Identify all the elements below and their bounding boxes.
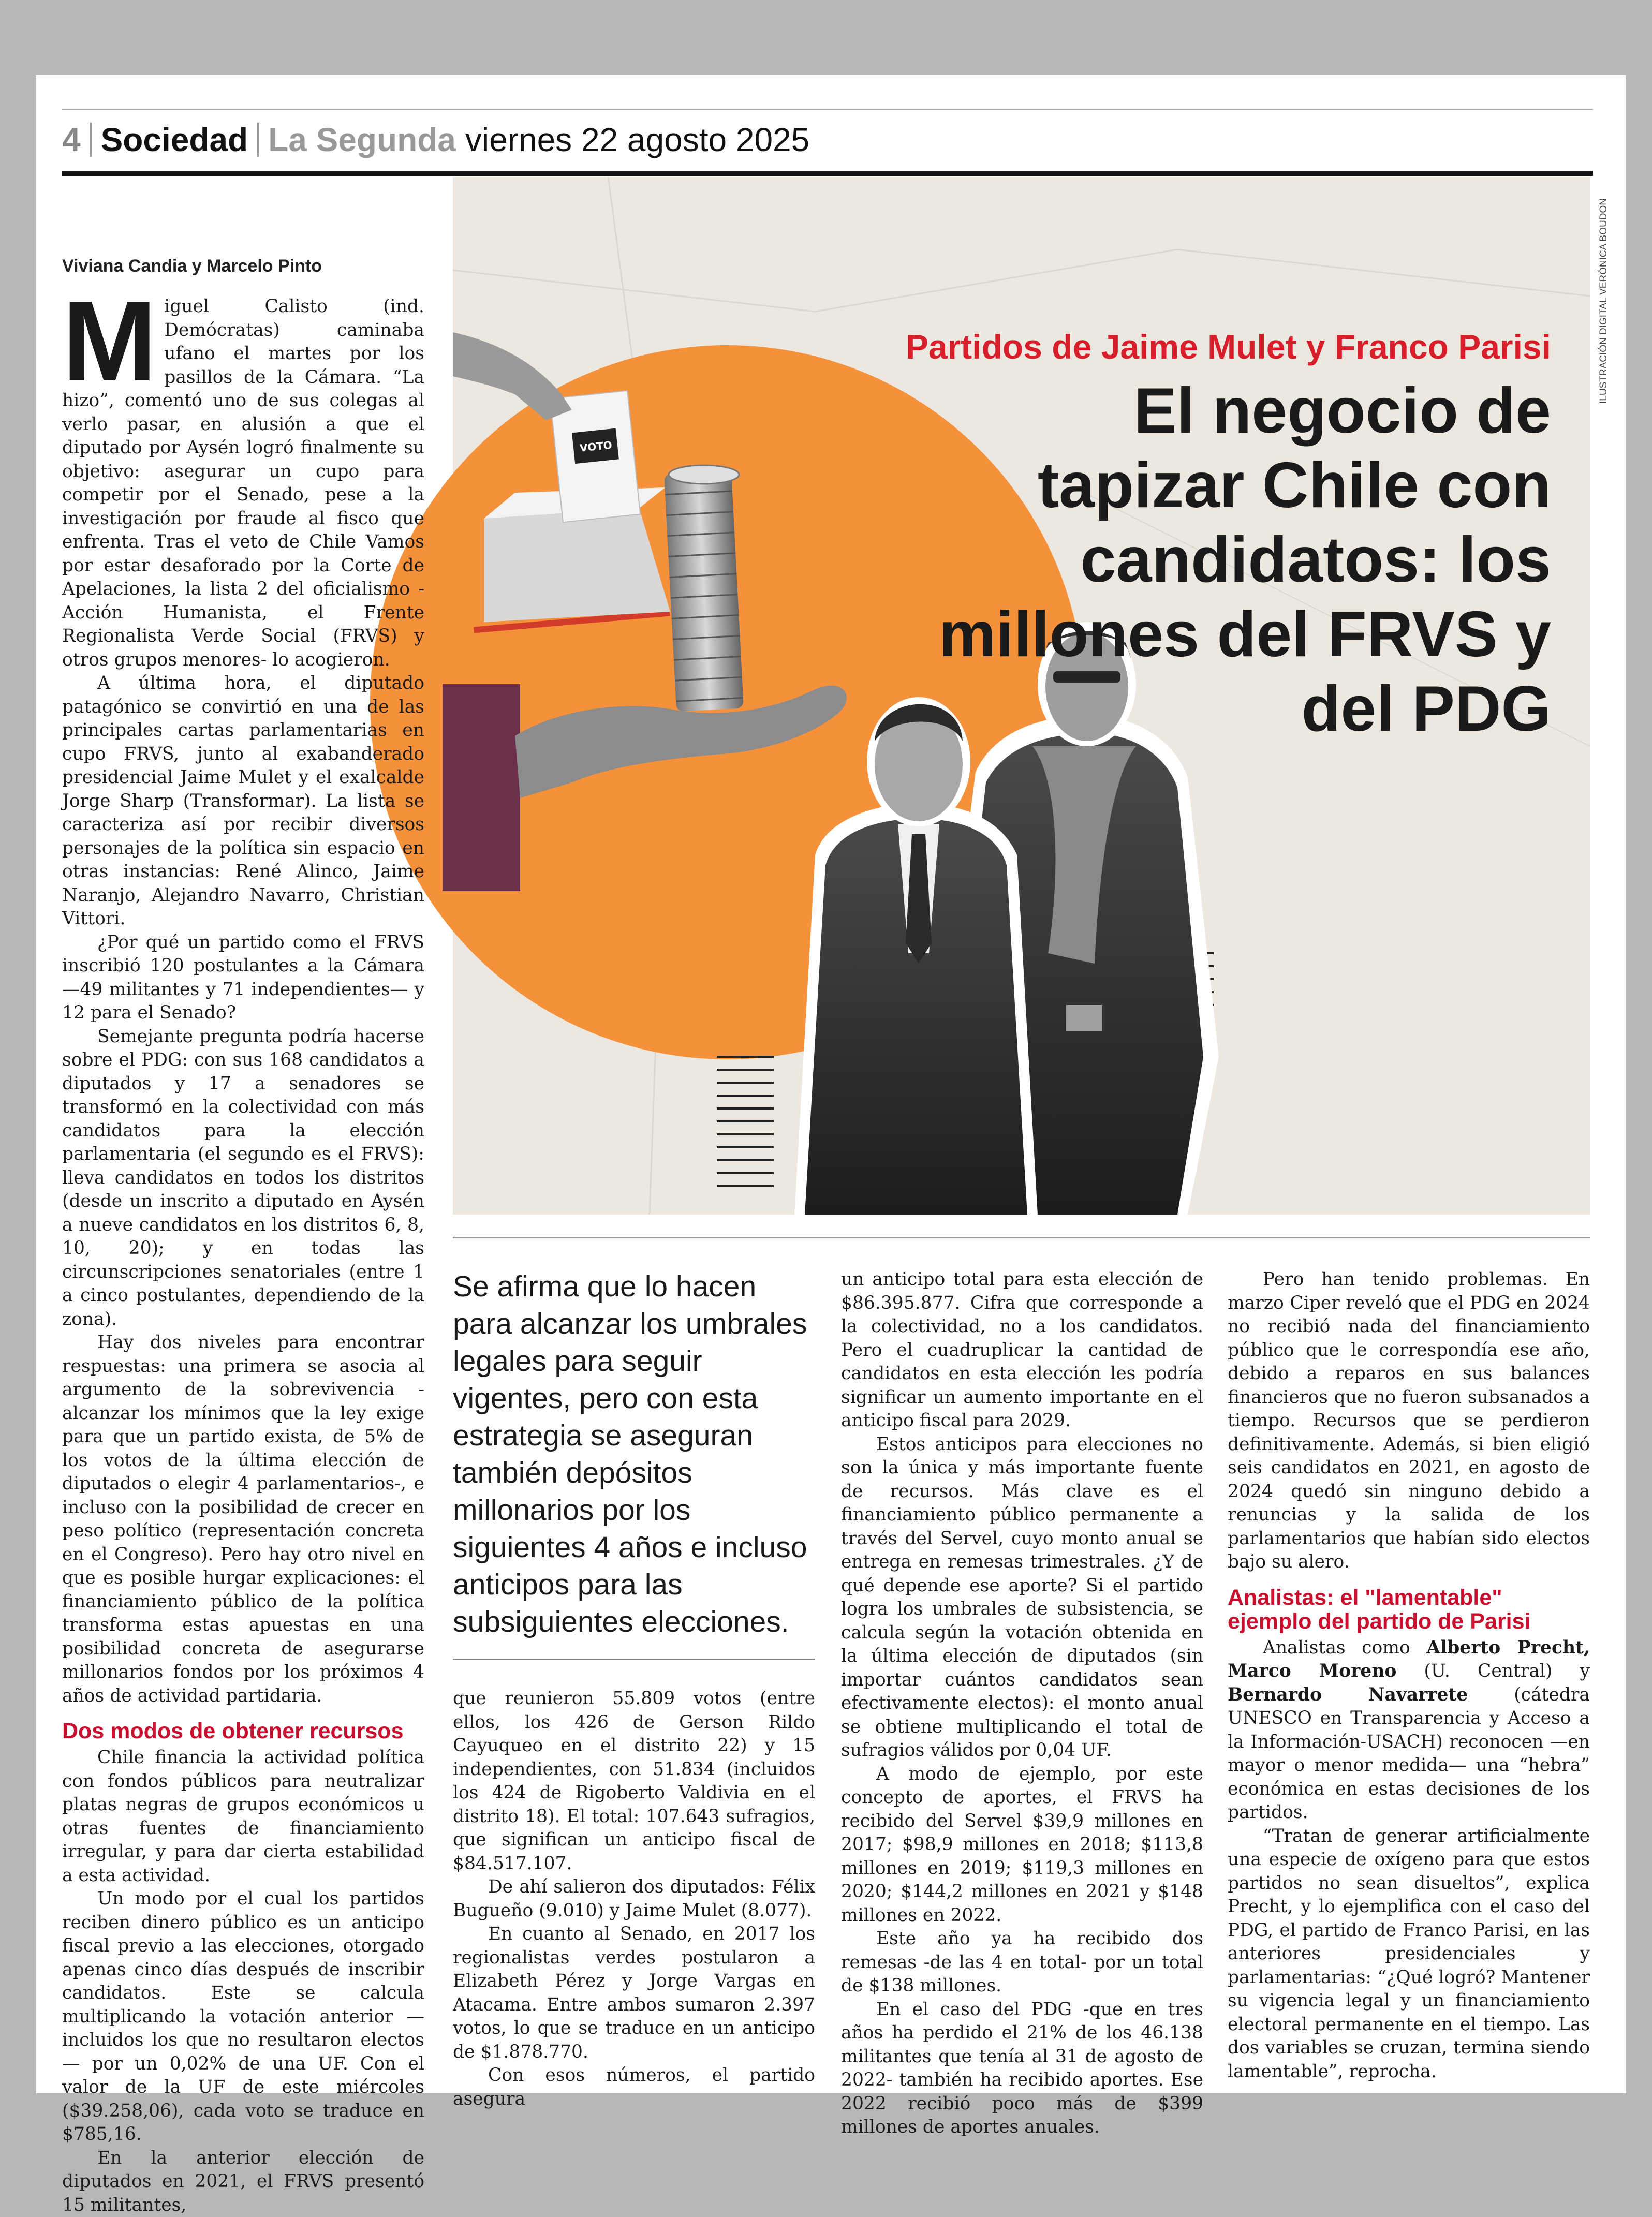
paragraph: Semejante pregunta podría hacerse sobre el PDG: con sus 168 candidatos a diputados y 17 a senadores se transformó en la colectividad con más candidatos para la elección parlamentaria (el segundo es el FRVS): lleva candidatos en todos los distritos (desde un inscrito a diputado en Aysén a nueve candidatos en los distritos 6, 8, 10, 20); y en todas las circunscripciones senatoriales (entre 1 a cinco postulantes, dependiendo de la zona). [62,1025,424,1332]
paragraph: “Tratan de generar artificialmente una especie de oxígeno para que estos partidos no sean disueltos”, explica Precht, y lo ejemplifica con el caso del PDG, el partido de Franco Parisi, en las anteriores presidenciales y parlamentarias: “¿Qué logró? Mantener su vigencia legal y un financiamiento electoral permanente en el tiempo. Las dos variables se cruzan, termina siendo lamentable”, reprocha. [1228,1825,1590,2084]
paragraph: que reunieron 55.809 votos (entre ellos, los 426 de Gerson Rildo Cayuqueo en el distrito 22) y 15 independientes, con 51.834 (incluidos los 424 de Rigoberto Valdivia en el distrito 18). El total: 107.643 sufragios, que significan un anticipo fiscal de $84.517.107. [453,1687,815,1875]
paragraph: Hay dos niveles para encontrar respuestas: una primera se asocia al argumento de la sobrevivencia -alcanzar los mínimos que la ley exige para que un partido exista, de 5% de los votos de la última elección de diputados o elegir 4 parlamentarios-, e incluso con la posibilidad de crecer en peso político (representación concreta en el Congreso). Pero hay otro nivel en que es posible hurgar explicaciones: el financiamiento público de la política transforma estas apuestas en una posibilidad concreta de asegurarse millonarios fondos por los próximos 4 años de actividad partidaria. [62,1331,424,1708]
pull-quote-rule [453,1659,815,1660]
analyst-names-2: Bernardo Navarrete [1228,1684,1468,1705]
pull-quote: Se afirma que lo hacen para alcanzar los umbrales legales para seguir vigentes, pero con esta estrategia se aseguran también depósitos millonarios por los siguientes 4 años e incluso anticipos para las subsiguientes elecciones. [453,1268,815,1640]
purple-block-shape [443,684,520,891]
byline: Viviana Candia y Marcelo Pinto [62,256,322,276]
page-header [62,115,809,164]
header-divider [90,123,92,157]
page-number: 4 [62,121,81,159]
header-top-rule [62,109,1593,110]
header-divider [257,123,259,157]
coin-stack-icon [664,465,744,712]
ballot-logo-text: VOTO [579,439,613,454]
paragraph: Con esos números, el partido asegura [453,2064,815,2111]
paragraph: De ahí salieron dos diputados: Félix Bugueño (9.010) y Jaime Mulet (8.077). [453,1875,815,1923]
decorative-lines-left [717,1057,774,1186]
dropcap: M [62,296,157,387]
lead-paragraph: Miguel Calisto (ind. Demócratas) caminaba ufano el martes por los pasillos de la Cámara. “La hizo”, comentó uno de sus colegas al verlo pasar, en alusión a que el diputado por Aysén logró finalmente su objetivo: asegurar un cupo para competir por el Senado, pese a la investigación por fraude al fisco que enfrenta. Tras el veto de Chile Vamos por estar desaforado por la Corte de Apelaciones, la lista 2 del oficialismo -Acción Humanista, el Frente Regionalista Verde Social (FRVS) y otros grupos menores- lo acogieron. [62,295,424,672]
article-kicker: Partidos de Jaime Mulet y Franco Parisi [906,327,1551,366]
hero-illustration [453,177,1590,1215]
paragraph: Chile financia la actividad política con fondos públicos para neutralizar platas negras de grupos económicos u otras fuentes de financiamiento irregular, y para dar cierta estabilidad a esta actividad. [62,1746,424,1887]
article-column-1 [62,295,424,2096]
subheading-analistas: Analistas: el "lamentable" ejemplo del partido de Parisi [1228,1586,1590,1633]
paragraph: En el caso del PDG -que en tres años ha perdido el 21% de los 46.138 militantes que tenía al 31 de agosto de 2022- también ha recibido aportes. Ese 2022 recibió poco más de $399 millones de aportes anuales. [841,1998,1203,2139]
paper-crease [453,249,1590,312]
issue-date: viernes 22 agosto 2025 [465,121,809,159]
article-column-2 [453,1687,815,2091]
header-bottom-rule [62,171,1593,176]
paragraph: A modo de ejemplo, por este concepto de aportes, el FRVS ha recibido del Servel $39,9 millones en 2017; $98,9 millones en 2018; $113,8 millones en 2019; $119,3 millones en 2020; $144,2 millones en 2021 y $148 millones en 2022. [841,1763,1203,1928]
paragraph: A última hora, el diputado patagónico se convirtió en una de las principales cartas parlamentarias en cupo FRVS, junto al exabanderado presidencial Jaime Mulet y el exalcalde Jorge Sharp (Transformar). La lista se caracteriza así por recibir diversos personajes de la política sin espacio en otras instancias: René Alinco, Jaime Naranjo, Alejandro Navarro, Christian Vittori. [62,672,424,931]
paragraph: un anticipo total para esta elección de $86.395.877. Cifra que corresponde a la colectividad, no a los candidatos. Pero el cuadruplicar la cantidad de candidatos en esta elección les podría significar un aumento importante en el anticipo fiscal para 2029. [841,1268,1203,1433]
paragraph: En la anterior elección de diputados en 2021, el FRVS presentó 15 militantes, [62,2147,424,2217]
illustration-credit: ILUSTRACIÓN DIGITAL VERÓNICA BOUDON [1598,176,1614,404]
paragraph: ¿Por qué un partido como el FRVS inscribió 120 postulantes a la Cámara —49 militantes y 71 independientes— y 12 para el Senado? [62,931,424,1025]
paragraph: Pero han tenido problemas. En marzo Ciper reveló que el PDG en 2024 no recibió nada del financiamiento público que le correspondía ese año, debido a reparos en sus balances financieros que no fueron subsanados a tiempo. Recursos que se perdieron definitivamente. Además, si bien eligió seis candidatos en 2021, en agosto de 2024 quedó sin ninguno debido a renuncias y la salida de los parlamentarios que habían sido electos bajo su alero. [1228,1268,1590,1574]
article-column-4 [1228,1268,1590,2091]
subheading-recursos: Dos modos de obtener recursos [62,1719,424,1743]
ballot-box-icon [484,508,670,622]
article-headline: El negocio de tapizar Chile con candidatos: los millones del FRVS y del PDG [930,374,1551,746]
paragraph-analysts: Analistas como Alberto Precht, Marco Moreno (U. Central) y Bernardo Navarrete (cátedra UNESCO en Transparencia y Acceso a la Información-USACH) reconocen —en mayor o menor medida— una “hebra” económica en estas decisiones de los partidos. [1228,1636,1590,1825]
hero-bottom-rule [453,1237,1590,1238]
hand-top-icon [453,332,572,420]
paragraph: Este año ya ha recibido dos remesas -de las 4 en total- por un total de $138 millones. [841,1927,1203,1998]
section-name: Sociedad [101,121,248,159]
paragraph: Un modo por el cual los partidos reciben dinero público es un anticipo fiscal previo a las elecciones, otorgado apenas cinco días después de inscribir candidatos. Este se calcula multiplicando la votación anterior —incluidos los que no resultaron electos— por un 0,02% de una UF. Con el valor de la UF de este miércoles ($39.258,06), cada voto se traduce en $785,16. [62,1887,424,2147]
article-column-3 [841,1268,1203,2091]
analyst-names-1: Alberto Precht, Marco Moreno [1228,1637,1590,1682]
publication-name: La Segunda [268,121,456,159]
paragraph: En cuanto al Senado, en 2017 los regionalistas verdes postularon a Elizabeth Pérez y Jorge Vargas en Atacama. Entre ambos sumaron 2.397 votos, lo que se traduce en un anticipo de $1.878.770. [453,1923,815,2064]
paragraph: Estos anticipos para elecciones no son la única y más importante fuente de recursos. Más clave es el financiamiento público permanente a través del Servel, cuyo monto anual se entrega en remesas trimestrales. ¿Y de qué depende ese aporte? Si el partido logra los umbrales de subsistencia, se calcula según la votación obtenida en la última elección de diputados (sin importar cuántos candidatos sean efectivamente electos): el monto anual se obtiene multiplicando el total de sufragios válidos por 0,04 UF. [841,1433,1203,1763]
